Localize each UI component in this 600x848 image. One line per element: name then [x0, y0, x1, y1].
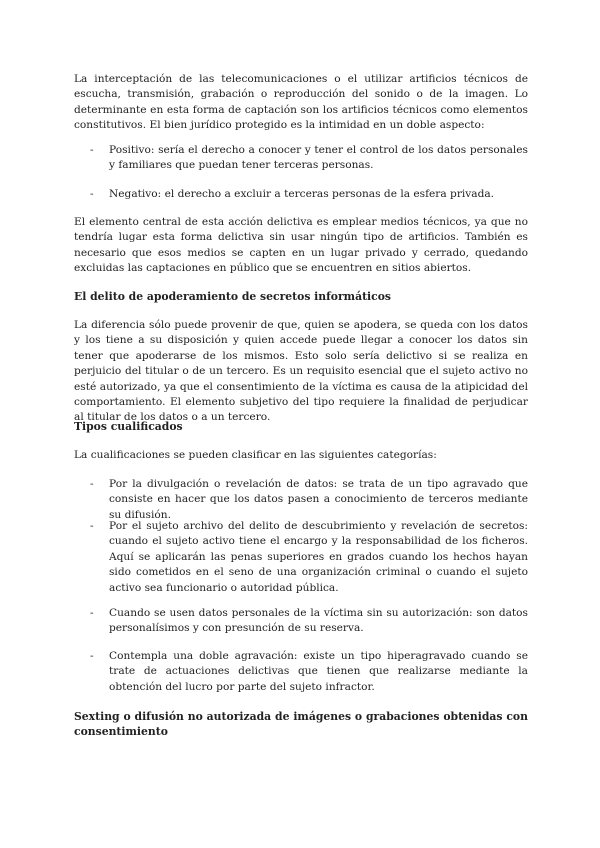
- difference-paragraph: La diferencia sólo puede provenir de que, quien se apodera, se queda con los datos y los tiene a su disposición y quien accede puede llegar a conocer los datos sin tener que apoderarse de los mismos. Esto solo sería delictivo si se realiza en perjuicio del titular o de un tercero. Es un requisito esencial que el sujeto activo no esté autorizado, ya que el consentimiento de la víctima es causa de la atipicidad del comportamiento. El elemento subjetivo del tipo requiere la finalidad de perjudicar al titular de los datos o a un tercero.: [74, 319, 528, 424]
- bullet-dash: -: [90, 650, 94, 662]
- categories-paragraph: La cualificaciones se pueden clasificar en las siguientes categorías:: [74, 449, 437, 461]
- section-heading: El delito de apoderamiento de secretos informáticos: [74, 290, 392, 303]
- bullet-text: Negativo: el derecho a excluir a terceras personas de la esfera privada.: [109, 188, 495, 200]
- bullet-dash: -: [90, 520, 94, 532]
- bullet-dash: -: [90, 144, 94, 156]
- list-item: [90, 187, 528, 202]
- central-element-paragraph: El elemento central de esta acción delictiva es emplear medios técnicos, ya que no tendría lugar esta forma delictiva sin usar ningún tipo de artificios. También es necesario que esos medios se capten en un lugar privado y cerrado, quedando excluidas las captaciones en público que se encuentren en sitios abiertos.: [74, 216, 528, 275]
- bullet-text: Positivo: sería el derecho a conocer y tener el control de los datos personales y familiares que puedan tener terceras personas.: [109, 144, 528, 172]
- list-item: [90, 519, 528, 596]
- bullet-text: Por el sujeto archivo del delito de descubrimiento y revelación de secretos: cuando el sujeto activo tiene el encargo y la responsabilidad de los ficheros. Aquí se aplicarán las penas superiores en grados cuando los hechos hayan sido cometidos en el seno de una organización criminal o cuando el sujeto activo sea funcionario o autoridad pública.: [109, 520, 528, 594]
- bullet-text: Cuando se usen datos personales de la víctima sin su autorización: son datos personalísimos y con presunción de su reserva.: [109, 607, 528, 635]
- section-heading: Sexting o difusión no autorizada de imágenes o grabaciones obtenidas con consentimiento: [74, 710, 528, 739]
- list-item: [90, 606, 528, 637]
- list-item: [90, 649, 528, 695]
- bullet-dash: -: [90, 478, 94, 490]
- list-item: [90, 477, 528, 523]
- bullet-text: Contempla una doble agravación: existe un tipo hiperagravado cuando se trate de actuaciones delictivas que tienen que realizarse mediante la obtención del lucro por parte del sujeto infractor.: [109, 650, 528, 693]
- bullet-text: Por la divulgación o revelación de datos: se trata de un tipo agravado que consiste en hacer que los datos pasen a conocimiento de terceros mediante su difusión.: [109, 478, 528, 521]
- bullet-dash: -: [90, 188, 94, 200]
- list-item: [90, 143, 528, 174]
- bullet-dash: -: [90, 607, 94, 619]
- section-heading: Tipos cualificados: [74, 420, 183, 433]
- intro-paragraph: La interceptación de las telecomunicaciones o el utilizar artificios técnicos de escucha, transmisión, grabación o reproducción del sonido o de la imagen. Lo determinante en esta forma de captación son los artificios técnicos como elementos constitutivos. El bien jurídico protegido es la intimidad en un doble aspecto:: [74, 73, 528, 132]
